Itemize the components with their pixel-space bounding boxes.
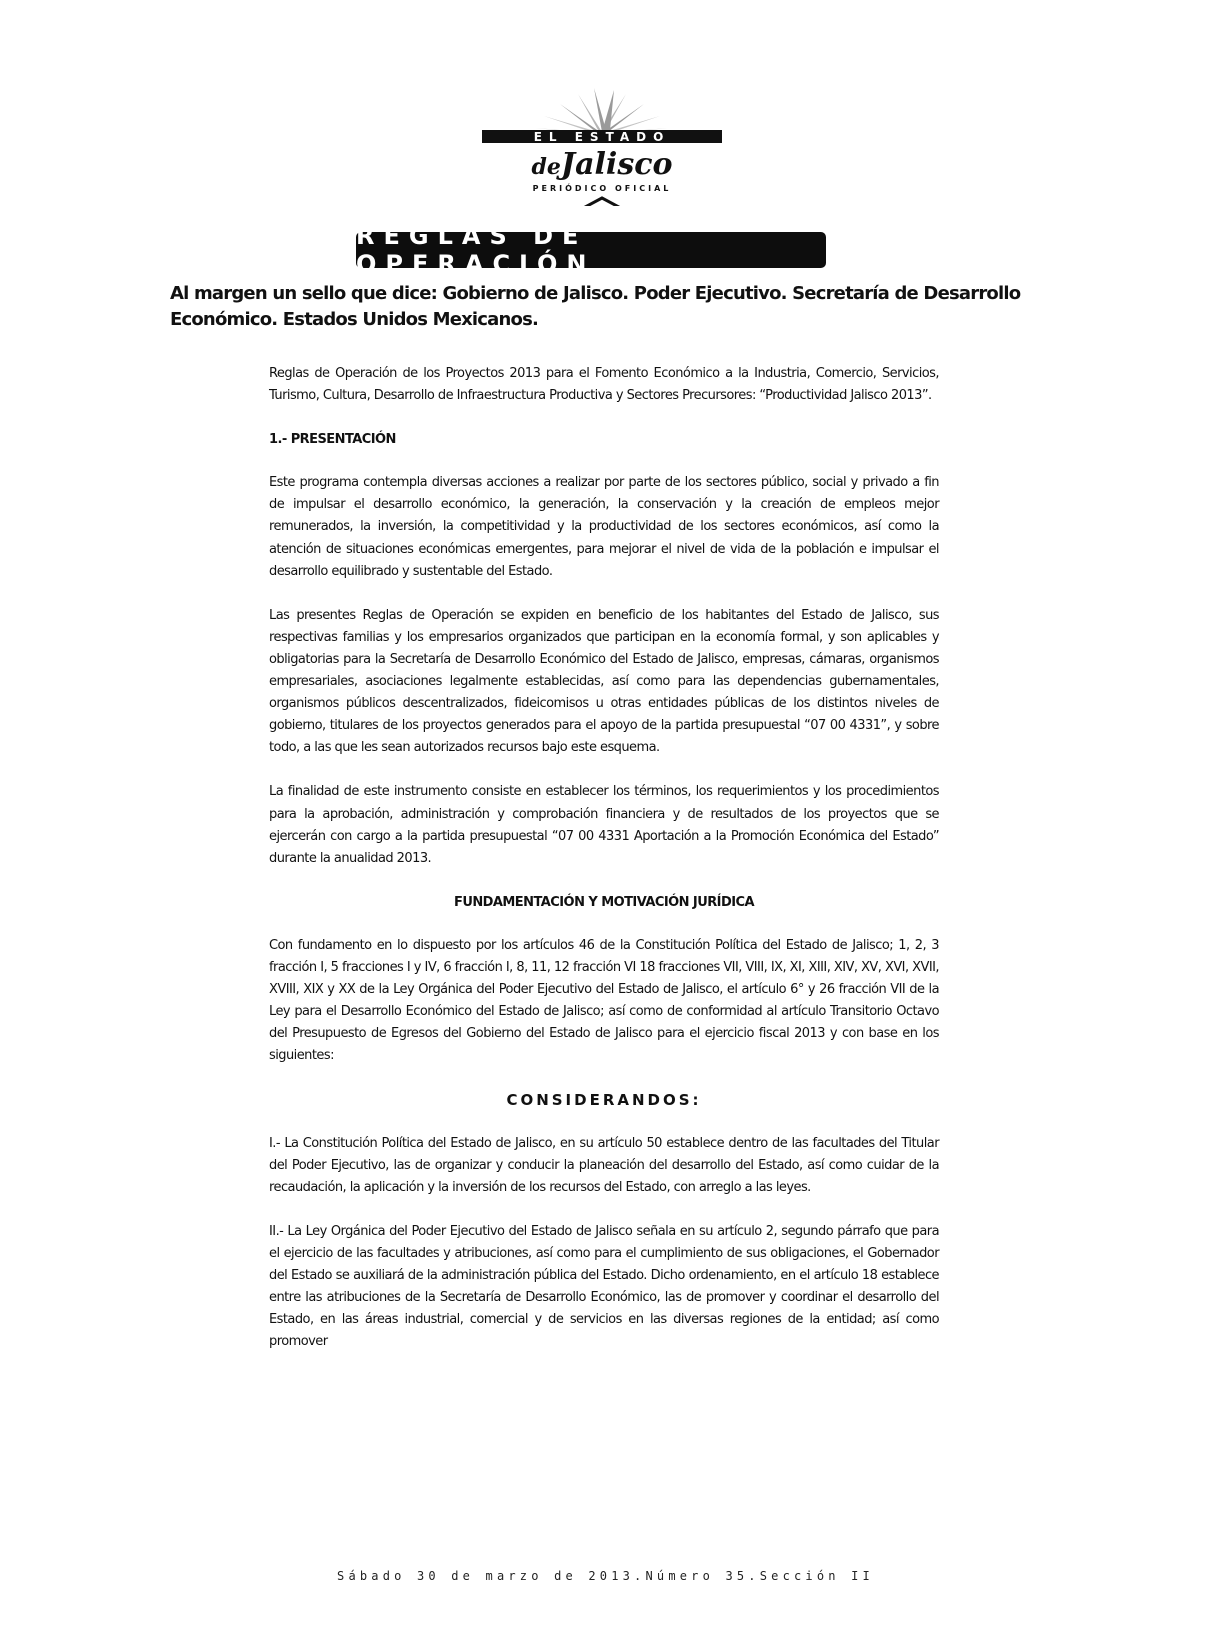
considerandos-heading: CONSIDERANDOS: bbox=[506, 1091, 702, 1110]
fundamentacion-heading: FUNDAMENTACIÓN Y MOTIVACIÓN JURÍDICA bbox=[454, 894, 754, 910]
document-body bbox=[269, 363, 939, 1375]
presentacion-paragraph-3: La finalidad de este instrumento consiste en establecer los términos, los requerimientos y los procedimientos para la aprobación, administración y comprobación financiera y de resultados de los proyectos que se ejercerán con cargo a la partida presupuestal “07 00 4331 Aportación a la Promoción Económica del Estado” durante la anualidad 2013. bbox=[269, 784, 939, 866]
presentacion-paragraph-2: Las presentes Reglas de Operación se expiden en beneficio de los habitantes del Estado de Jalisco, sus respectivas familias y los empresarios organizados que participan en la economía formal, y son aplicables y obligatorias para la Secretaría de Desarrollo Económico del Estado de Jalisco, empresas, cámaras, organismos empresariales, asociaciones legalmente establecidas, así como para las dependencias gubernamentales, organismos públicos descentralizados, fideicomisos u otras entidades públicas de los distintos niveles de gobierno, titulares de los proyectos generados para el apoyo de la partida presupuestal “07 00 4331”, y sobre todo, a las que les sean autorizados recursos bajo este esquema. bbox=[269, 607, 939, 756]
svg-text:EL ESTADO: EL ESTADO bbox=[533, 130, 671, 144]
presentacion-paragraph-1: Este programa contempla diversas acciones a realizar por parte de los sectores público, social y privado a fin de impulsar el desarrollo económico, la generación, la conservación y la creación de empleos mejor remunerados, la inversión, la competitividad y la productividad de los sectores económicos, así como la atención de situaciones económicas emergentes, para mejorar el nivel de vida de la población e impulsar el desarrollo equilibrado y sustentable del Estado. bbox=[269, 475, 939, 579]
document-type-banner: REGLAS DE OPERACIÓN bbox=[356, 232, 826, 268]
roof-divider bbox=[482, 198, 722, 206]
fundamentacion-paragraph: Con fundamento en lo dispuesto por los artículos 46 de la Constitución Política del Estado de Jalisco; 1, 2, 3 fracción I, 5 fracciones I y IV, 6 fracción I, 8, 11, 12 fracción VI 18 fracciones VII, VIII, IX, XI, XIII, XIV, XV, XVI, XVII, XVIII, XIX y XX de la Ley Orgánica del Poder Ejecutivo del Estado de Jalisco, el artículo 6° y 26 fracción VII de la Ley para el Desarrollo Económico del Estado de Jalisco; así como de conformidad al artículo Transitorio Octavo del Presupuesto de Egresos del Gobierno del Estado de Jalisco para el ejercicio fiscal 2013 y con base en los siguientes: bbox=[269, 937, 939, 1064]
considerando-1: I.- La Constitución Política del Estado de Jalisco, en su artículo 50 establece dentro de las facultades del Titular del Poder Ejecutivo, las de organizar y conducir la planeación del desarrollo del Estado, así como cuidar de la recaudación, la aplicación y la inversión de los recursos del Estado, con arreglo a las leyes. bbox=[269, 1135, 939, 1195]
periodico-oficial-logo bbox=[482, 86, 722, 206]
svg-text:deJalisco: deJalisco bbox=[531, 147, 673, 182]
agave-emblem-icon bbox=[536, 88, 668, 134]
presentacion-heading: 1.- PRESENTACIÓN bbox=[269, 432, 396, 448]
svg-text:PERIÓDICO OFICIAL: PERIÓDICO OFICIAL bbox=[532, 184, 672, 193]
margin-seal-note: Al margen un sello que dice: Gobierno de Jalisco. Poder Ejecutivo. Secretaría de Desarrollo Económico. Estados Unidos Mexicanos. bbox=[170, 283, 1021, 330]
considerando-2: II.- La Ley Orgánica del Poder Ejecutivo del Estado de Jalisco señala en su artículo 2, segundo párrafo que para el ejercicio de las facultades y atribuciones, así como para el cumplimiento de sus obligaciones, el Gobernador del Estado se auxiliará de la administración pública del Estado. Dicho ordenamiento, en el artículo 18 establece entre las atribuciones de la Secretaría de Desarrollo Económico, las de promover y coordinar el desarrollo del Estado, en las áreas industrial, comercial y de servicios en las diversas regiones de la entidad; así como promover bbox=[269, 1223, 939, 1350]
page-footer: Sábado 30 de marzo de 2013.Número 35.Sección II bbox=[337, 1569, 874, 1583]
intro-paragraph: Reglas de Operación de los Proyectos 2013 para el Fomento Económico a la Industria, Comercio, Servicios, Turismo, Cultura, Desarrollo de Infraestructura Productiva y Sectores Precursores: “Productividad Jalisco 2013”. bbox=[269, 366, 939, 404]
